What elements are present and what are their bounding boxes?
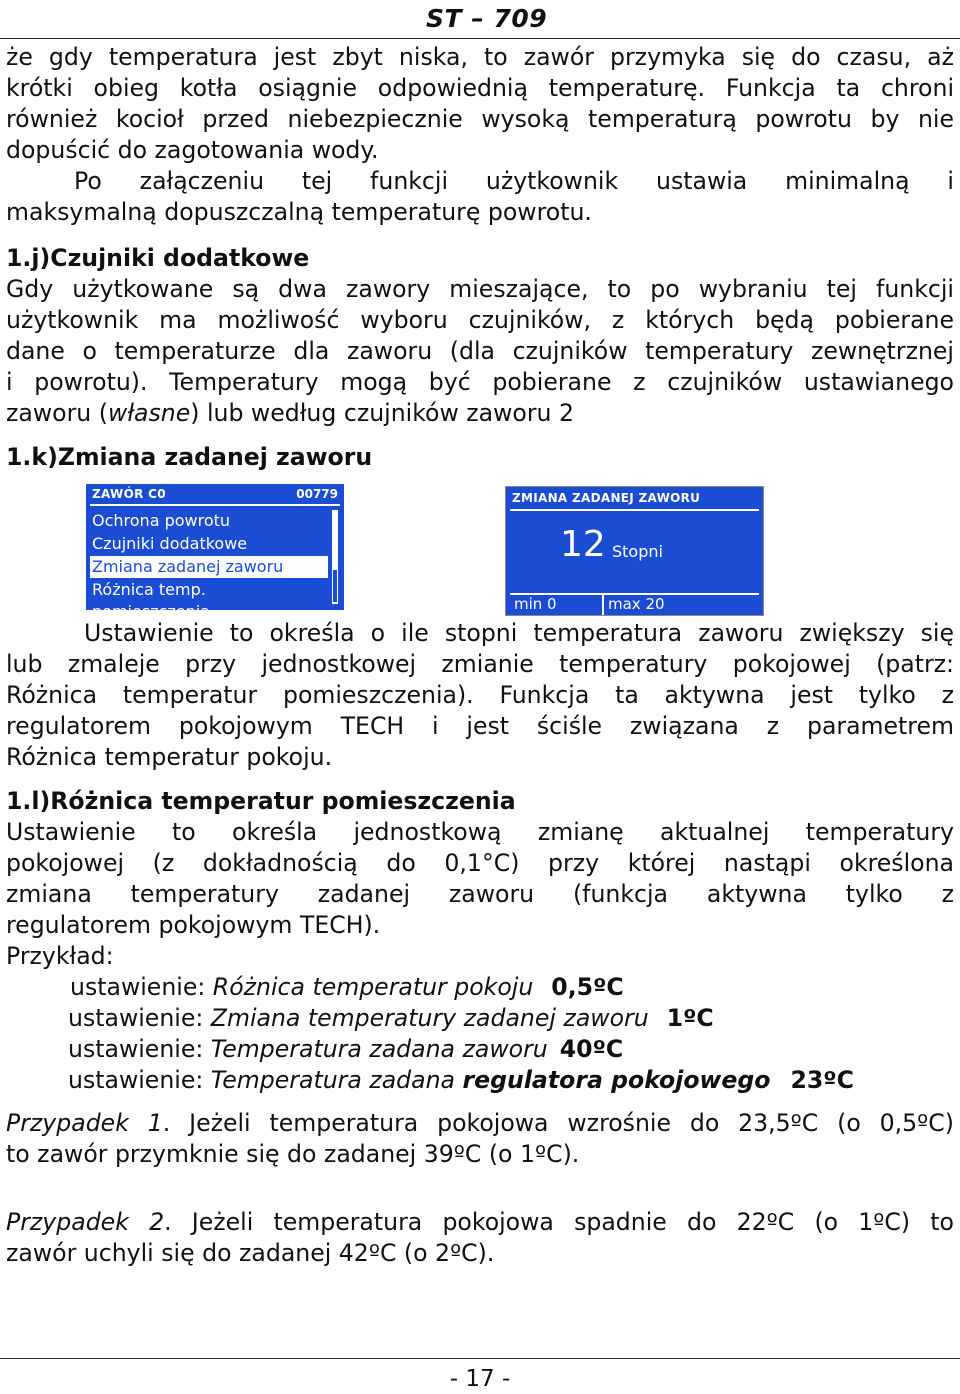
section-k-line-2: lub zmaleje przy jednostkowej zmianie temperatury pokojowej (patrz: — [6, 650, 954, 678]
section-l-line-4: regulatorem pokojowym TECH). — [6, 911, 381, 939]
intro-line-4: dopuścić do zagotowania wody. — [6, 136, 379, 164]
section-j-line-5-italic: własne — [107, 399, 191, 427]
case-1-text: . Jeżeli temperatura pokojowa wzrośnie do 23,5ºC (o 0,5ºC) — [162, 1109, 954, 1137]
lcd-setting-screen — [505, 486, 764, 616]
intro-line-3: również kocioł przed niebezpiecznie wysoką temperaturą powrotu by nie — [6, 105, 954, 133]
lcd-menu-item: Czujniki dodatkowe — [92, 534, 248, 553]
lcd-menu-title: ZAWÓR C0 — [92, 487, 166, 501]
page-header — [0, 0, 960, 40]
lcd-menu-number: 00779 — [296, 487, 338, 501]
case-2-text: . Jeżeli temperatura pokojowa spadnie do 22ºC (o 1ºC) to — [164, 1208, 954, 1236]
section-l-line-2: pokojowej (z dokładnością do 0,1°C) przy której nastąpi określona — [6, 849, 954, 877]
intro-line-5: Po załączeniu tej funkcji użytkownik ustawia minimalną i — [74, 167, 954, 195]
section-k-line-5: Różnica temperatur pokoju. — [6, 743, 333, 771]
example-setting-name: Temperatura zadana — [210, 1066, 463, 1094]
case-2-line-1 — [6, 1207, 954, 1238]
example-prefix: ustawienie: — [68, 1035, 211, 1063]
intro-line-6: maksymalną dopuszczalną temperaturę powrotu. — [6, 198, 592, 226]
lcd-setting-max: max 20 — [608, 595, 665, 613]
section-j-line-5-a: zaworu ( — [6, 399, 108, 427]
example-line-3 — [68, 1034, 623, 1065]
lcd-setting-title: ZMIANA ZADANEJ ZAWORU — [512, 491, 701, 505]
section-j-line-4: i powrotu). Temperatury mogą być pobierane z czujników ustawianego — [6, 368, 954, 396]
section-l-line-1: Ustawienie to określa jednostkową zmianę aktualnej temperatury — [6, 818, 954, 846]
lcd-menu-scrollbar — [332, 510, 338, 604]
section-k-line-4: regulatorem pokojowym TECH i jest ściśle związana z parametrem — [6, 712, 954, 740]
example-line-1 — [70, 972, 624, 1003]
section-l-heading: 1.l)Różnica temperatur pomieszczenia — [6, 787, 516, 815]
page-number: - 17 - — [449, 1366, 511, 1392]
case-2-label: Przypadek 2 — [6, 1208, 165, 1236]
section-j-line-1: Gdy użytkowane są dwa zawory mieszające, to po wybraniu tej funkcji — [6, 275, 954, 303]
case-2-line-2: zawór uchyli się do zadanej 42ºC (o 2ºC). — [6, 1239, 495, 1267]
example-line-4 — [68, 1065, 854, 1096]
section-k-heading: 1.k)Zmiana zadanej zaworu — [6, 443, 373, 471]
lcd-menu-item-selected: Zmiana zadanej zaworu — [90, 556, 328, 578]
example-setting-name-bold: regulatora pokojowego — [462, 1066, 771, 1094]
lcd-menu-divider — [90, 504, 340, 506]
intro-line-1: że gdy temperatura jest zbyt niska, to zawór przymyka się do czasu, aż — [6, 43, 954, 71]
document-title: ST – 709 — [426, 4, 548, 33]
lcd-setting-unit: Stopni — [612, 542, 663, 561]
section-j-line-2: użytkownik ma możliwość wyboru czujników, z których będą pobierane — [6, 306, 954, 334]
section-j-heading: 1.j)Czujniki dodatkowe — [6, 244, 310, 272]
example-setting-name: Temperatura zadana zaworu — [210, 1035, 548, 1063]
example-prefix: ustawienie: — [70, 973, 213, 1001]
footer-divider — [0, 1358, 960, 1359]
section-j-line-5 — [6, 398, 954, 429]
example-prefix: ustawienie: — [68, 1066, 211, 1094]
section-k-line-1: Ustawienie to określa o ile stopni temperatura zaworu zwiększy się — [84, 619, 954, 647]
lcd-setting-separator — [602, 593, 604, 615]
lcd-menu-item: Ochrona powrotu — [92, 511, 231, 530]
lcd-menu-item: Różnica temp. pomieszczenia — [92, 580, 210, 621]
section-k-line-3: Różnica temperatur pomieszczenia). Funkcja ta aktywna jest tylko z — [6, 681, 954, 709]
example-value: 1ºC — [666, 1004, 714, 1032]
example-label: Przykład: — [6, 942, 114, 970]
example-setting-name: Różnica temperatur pokoju — [212, 973, 534, 1001]
example-setting-name: Zmiana temperatury zadanej zaworu — [210, 1004, 649, 1032]
case-1-label: Przypadek 1 — [6, 1109, 163, 1137]
lcd-setting-value: 12 — [560, 524, 606, 565]
lcd-setting-divider — [510, 509, 759, 511]
case-1-line-2: to zawór przymknie się do zadanej 39ºC (o 1ºC). — [6, 1140, 580, 1168]
header-divider — [0, 38, 960, 39]
example-value: 0,5ºC — [551, 973, 624, 1001]
lcd-setting-min: min 0 — [514, 595, 557, 613]
section-l-line-3: zmiana temperatury zadanej zaworu (funkcja aktywna tylko z — [6, 880, 954, 908]
lcd-menu-scrollbar-thumb — [333, 570, 337, 602]
example-prefix: ustawienie: — [68, 1004, 211, 1032]
case-1-line-1 — [6, 1108, 954, 1139]
section-j-line-3: dane o temperaturze dla zaworu (dla czujników temperatury zewnętrznej — [6, 337, 954, 365]
intro-line-2: krótki obieg kotła osiągnie odpowiednią temperaturę. Funkcja ta chroni — [6, 74, 954, 102]
example-value: 23ºC — [790, 1066, 854, 1094]
example-line-2 — [68, 1003, 714, 1034]
section-j-line-5-b: ) lub według czujników zaworu 2 — [190, 399, 575, 427]
lcd-menu-screen — [86, 484, 344, 621]
example-value: 40ºC — [559, 1035, 624, 1063]
